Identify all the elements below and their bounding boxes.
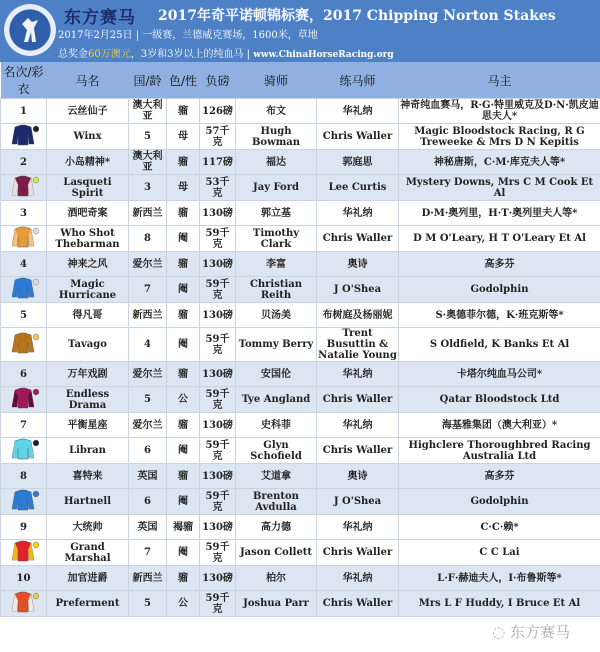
table-row [1,413,600,438]
col-color-sex: 色/性 [167,62,200,99]
table-row [1,252,600,277]
trainer: Lee Curtis [317,175,399,201]
trainer-cn: 郭庭思 [317,150,399,175]
table-row [1,277,600,303]
trainer-cn: 华礼纳 [317,566,399,591]
jockey: Jay Ford [236,175,317,201]
jockey-cn: 史科菲 [236,413,317,438]
horse-name: Grand Marshal [47,540,129,566]
age: 5 [129,124,167,150]
age: 7 [129,540,167,566]
weight-lb: 130磅 [200,252,236,277]
jockey: Hugh Bowman [236,124,317,150]
owner: Highclere Thoroughbred Racing Australia Ltd [399,438,600,464]
country: 新西兰 [129,566,167,591]
position: 9 [1,515,47,540]
horse-name: Libran [47,438,129,464]
weight-lb: 117磅 [200,150,236,175]
jockey-silks-icon [9,540,39,562]
age: 6 [129,489,167,515]
silks [1,277,47,303]
trainer: J O'Shea [317,277,399,303]
table-header [1,62,600,99]
color: 骝 [167,201,200,226]
jockey: Glyn Schofield [236,438,317,464]
table-row [1,566,600,591]
country: 爱尔兰 [129,252,167,277]
sex: 阉 [167,438,200,464]
silks [1,540,47,566]
horse-name-cn: 喜特来 [47,464,129,489]
position: 5 [1,303,47,328]
table-row [1,175,600,201]
trainer: Chris Waller [317,591,399,617]
table-row [1,150,600,175]
prize-line [58,45,394,60]
race-subtitle: 2017年2月25日 | 一级赛，兰德威克赛场，1600米，草地 [58,26,318,41]
weight-lb: 130磅 [200,362,236,387]
color: 骝 [167,464,200,489]
jockey-cn: 高力德 [236,515,317,540]
col-trainer: 练马师 [317,62,399,99]
table-row [1,387,600,413]
table-row [1,99,600,124]
sex: 阉 [167,328,200,362]
jockey-silks-icon [9,387,39,409]
horse-name: Who Shot Thebarman [47,226,129,252]
weight-kg: 59千克 [200,277,236,303]
jockey: Timothy Clark [236,226,317,252]
horse-name-cn: 酒吧奇案 [47,201,129,226]
jockey-silks-icon [9,438,39,460]
owner-cn: 卡塔尔纯血马公司* [399,362,600,387]
sex: 公 [167,591,200,617]
weight-lb: 130磅 [200,515,236,540]
silks [1,328,47,362]
col-jockey: 骑师 [236,62,317,99]
horse-name-cn: 大统帅 [47,515,129,540]
table-row [1,328,600,362]
horse-name: Hartnell [47,489,129,515]
jockey-silks-icon [9,277,39,299]
owner-cn: 高多芬 [399,252,600,277]
jockey: Tommy Berry [236,328,317,362]
position: 7 [1,413,47,438]
china-horse-racing-logo [4,4,56,56]
silks [1,124,47,150]
trainer: Chris Waller [317,540,399,566]
jockey-silks-icon [9,591,39,613]
website-link[interactable]: www.ChinaHorseRacing.org [253,50,393,60]
horse-name-cn: 加官进爵 [47,566,129,591]
weight-lb: 130磅 [200,201,236,226]
weight-kg: 53千克 [200,175,236,201]
weight-kg: 59千克 [200,387,236,413]
age: 6 [129,438,167,464]
sex: 阉 [167,226,200,252]
position: 10 [1,566,47,591]
entries-table [0,62,600,617]
trainer: Chris Waller [317,226,399,252]
col-position-silks: 名次/彩衣 [1,62,47,99]
position: 6 [1,362,47,387]
position: 4 [1,252,47,277]
jockey: Jason Collett [236,540,317,566]
table-row [1,515,600,540]
weight-kg: 59千克 [200,438,236,464]
owner-cn: S·奥德菲尔德，K·班克斯等* [399,303,600,328]
silks [1,226,47,252]
horse-name: Winx [47,124,129,150]
color: 骝 [167,303,200,328]
horse-name: Magic Hurricane [47,277,129,303]
trainer-cn: 奥诗 [317,252,399,277]
country: 澳大利亚 [129,99,167,124]
position: 8 [1,464,47,489]
jockey-silks-icon [9,489,39,511]
weight-lb: 130磅 [200,464,236,489]
horse-name-cn: 得凡哥 [47,303,129,328]
jockey: Joshua Parr [236,591,317,617]
position: 2 [1,150,47,175]
age: 5 [129,591,167,617]
table-row [1,226,600,252]
horse-name: Preferment [47,591,129,617]
trainer-cn: 布树庭及杨丽妮 [317,303,399,328]
trainer-cn: 华礼纳 [317,515,399,540]
table-row [1,303,600,328]
silks [1,591,47,617]
position: 3 [1,201,47,226]
jockey-cn: 艾道拿 [236,464,317,489]
color: 骝 [167,252,200,277]
country: 英国 [129,515,167,540]
trainer-cn: 华礼纳 [317,201,399,226]
sex: 母 [167,124,200,150]
jockey-silks-icon [9,226,39,248]
table-row [1,124,600,150]
owner-cn: 神奇纯血赛马，R·G·特里威克及D·N·凯皮迪思夫人* [399,99,600,124]
col-owner: 马主 [399,62,600,99]
sex: 阉 [167,540,200,566]
jockey-cn: 布文 [236,99,317,124]
wechat-icon: ◌ [492,623,510,641]
age: 7 [129,277,167,303]
owner: D M O'Leary, H T O'Leary Et Al [399,226,600,252]
position: 1 [1,99,47,124]
col-country-age: 国/龄 [129,62,167,99]
jockey-cn: 柏尔 [236,566,317,591]
silks [1,387,47,413]
owner-cn: 高多芬 [399,464,600,489]
color: 骝 [167,566,200,591]
col-weight: 负磅 [200,62,236,99]
age: 5 [129,387,167,413]
owner: C C Lai [399,540,600,566]
sex: 母 [167,175,200,201]
trainer-cn: 奥诗 [317,464,399,489]
silks [1,489,47,515]
age: 8 [129,226,167,252]
prize-suffix: ，3岁和3岁以上的纯血马 | [131,49,253,60]
jockey: Christian Reith [236,277,317,303]
country: 英国 [129,464,167,489]
race-title: 2017年奇平诺顿锦标赛，2017 Chipping Norton Stakes [158,5,556,25]
table-row [1,201,600,226]
table-row [1,591,600,617]
jockey-cn: 福达 [236,150,317,175]
jockey-silks-icon [9,175,39,197]
header-banner [0,0,600,62]
weight-kg: 59千克 [200,226,236,252]
horse-name-cn: 云丝仙子 [47,99,129,124]
color: 骝 [167,150,200,175]
color: 骝 [167,362,200,387]
owner-cn: L·F·赫迪夫人，I·布鲁斯等* [399,566,600,591]
owner: Magic Bloodstock Racing, R G Treweeke & Mrs D N Kepitis [399,124,600,150]
owner-cn: 神秘唐斯，C·M·库克夫人等* [399,150,600,175]
owner: Mrs L F Huddy, I Bruce Et Al [399,591,600,617]
col-horse: 马名 [47,62,129,99]
weight-lb: 130磅 [200,566,236,591]
table-row [1,464,600,489]
table-row [1,540,600,566]
brand-name: 东方赛马 [64,3,136,28]
country: 新西兰 [129,303,167,328]
owner: Qatar Bloodstock Ltd [399,387,600,413]
weight-lb: 130磅 [200,413,236,438]
trainer-cn: 华礼纳 [317,362,399,387]
country: 澳大利亚 [129,150,167,175]
horse-name-cn: 平衡星座 [47,413,129,438]
silks [1,175,47,201]
trainer: J O'Shea [317,489,399,515]
owner: Godolphin [399,489,600,515]
owner-cn: C·C·赖* [399,515,600,540]
weight-kg: 59千克 [200,591,236,617]
country: 新西兰 [129,201,167,226]
country: 爱尔兰 [129,362,167,387]
owner: Godolphin [399,277,600,303]
trainer: Chris Waller [317,387,399,413]
weight-kg: 57千克 [200,124,236,150]
jockey: Tye Angland [236,387,317,413]
sex: 阉 [167,277,200,303]
horse-name: Tavago [47,328,129,362]
jockey-cn: 贝汤美 [236,303,317,328]
owner-cn: 海基雅集团（澳大利亚）* [399,413,600,438]
jockey-silks-icon [9,332,39,354]
weight-kg: 59千克 [200,328,236,362]
jockey-cn: 李富 [236,252,317,277]
horse-name-cn: 小岛精神* [47,150,129,175]
horse-name: Endless Drama [47,387,129,413]
trainer: Chris Waller [317,124,399,150]
color: 骝 [167,413,200,438]
trainer: Chris Waller [317,438,399,464]
weight-kg: 59千克 [200,489,236,515]
color: 褐骝 [167,515,200,540]
silks [1,438,47,464]
weight-lb: 126磅 [200,99,236,124]
country: 爱尔兰 [129,413,167,438]
weight-lb: 130磅 [200,303,236,328]
owner-cn: D·M·奥列里，H·T·奥列里夫人等* [399,201,600,226]
watermark-text: 东方赛马 [510,623,570,641]
age: 3 [129,175,167,201]
jockey: Brenton Avdulla [236,489,317,515]
weight-kg: 59千克 [200,540,236,566]
table-row [1,438,600,464]
horse-name-cn: 万年戏剧 [47,362,129,387]
wechat-watermark [0,617,600,652]
table-row [1,362,600,387]
prize-prefix: 总奖金 [58,49,88,60]
owner: S Oldfield, K Banks Et Al [399,328,600,362]
owner: Mystery Downs, Mrs C M Cook Et Al [399,175,600,201]
table-row [1,489,600,515]
prize-amount: 60万澳元 [88,49,131,60]
trainer-cn: 华礼纳 [317,413,399,438]
trainer: Trent Busuttin & Natalie Young [317,328,399,362]
jockey-cn: 郭立基 [236,201,317,226]
horse-name: Lasqueti Spirit [47,175,129,201]
jockey-silks-icon [9,124,39,146]
horse-name-cn: 神来之风 [47,252,129,277]
sex: 公 [167,387,200,413]
age: 4 [129,328,167,362]
jockey-cn: 安国伦 [236,362,317,387]
sex: 阉 [167,489,200,515]
color: 骝 [167,99,200,124]
trainer-cn: 华礼纳 [317,99,399,124]
